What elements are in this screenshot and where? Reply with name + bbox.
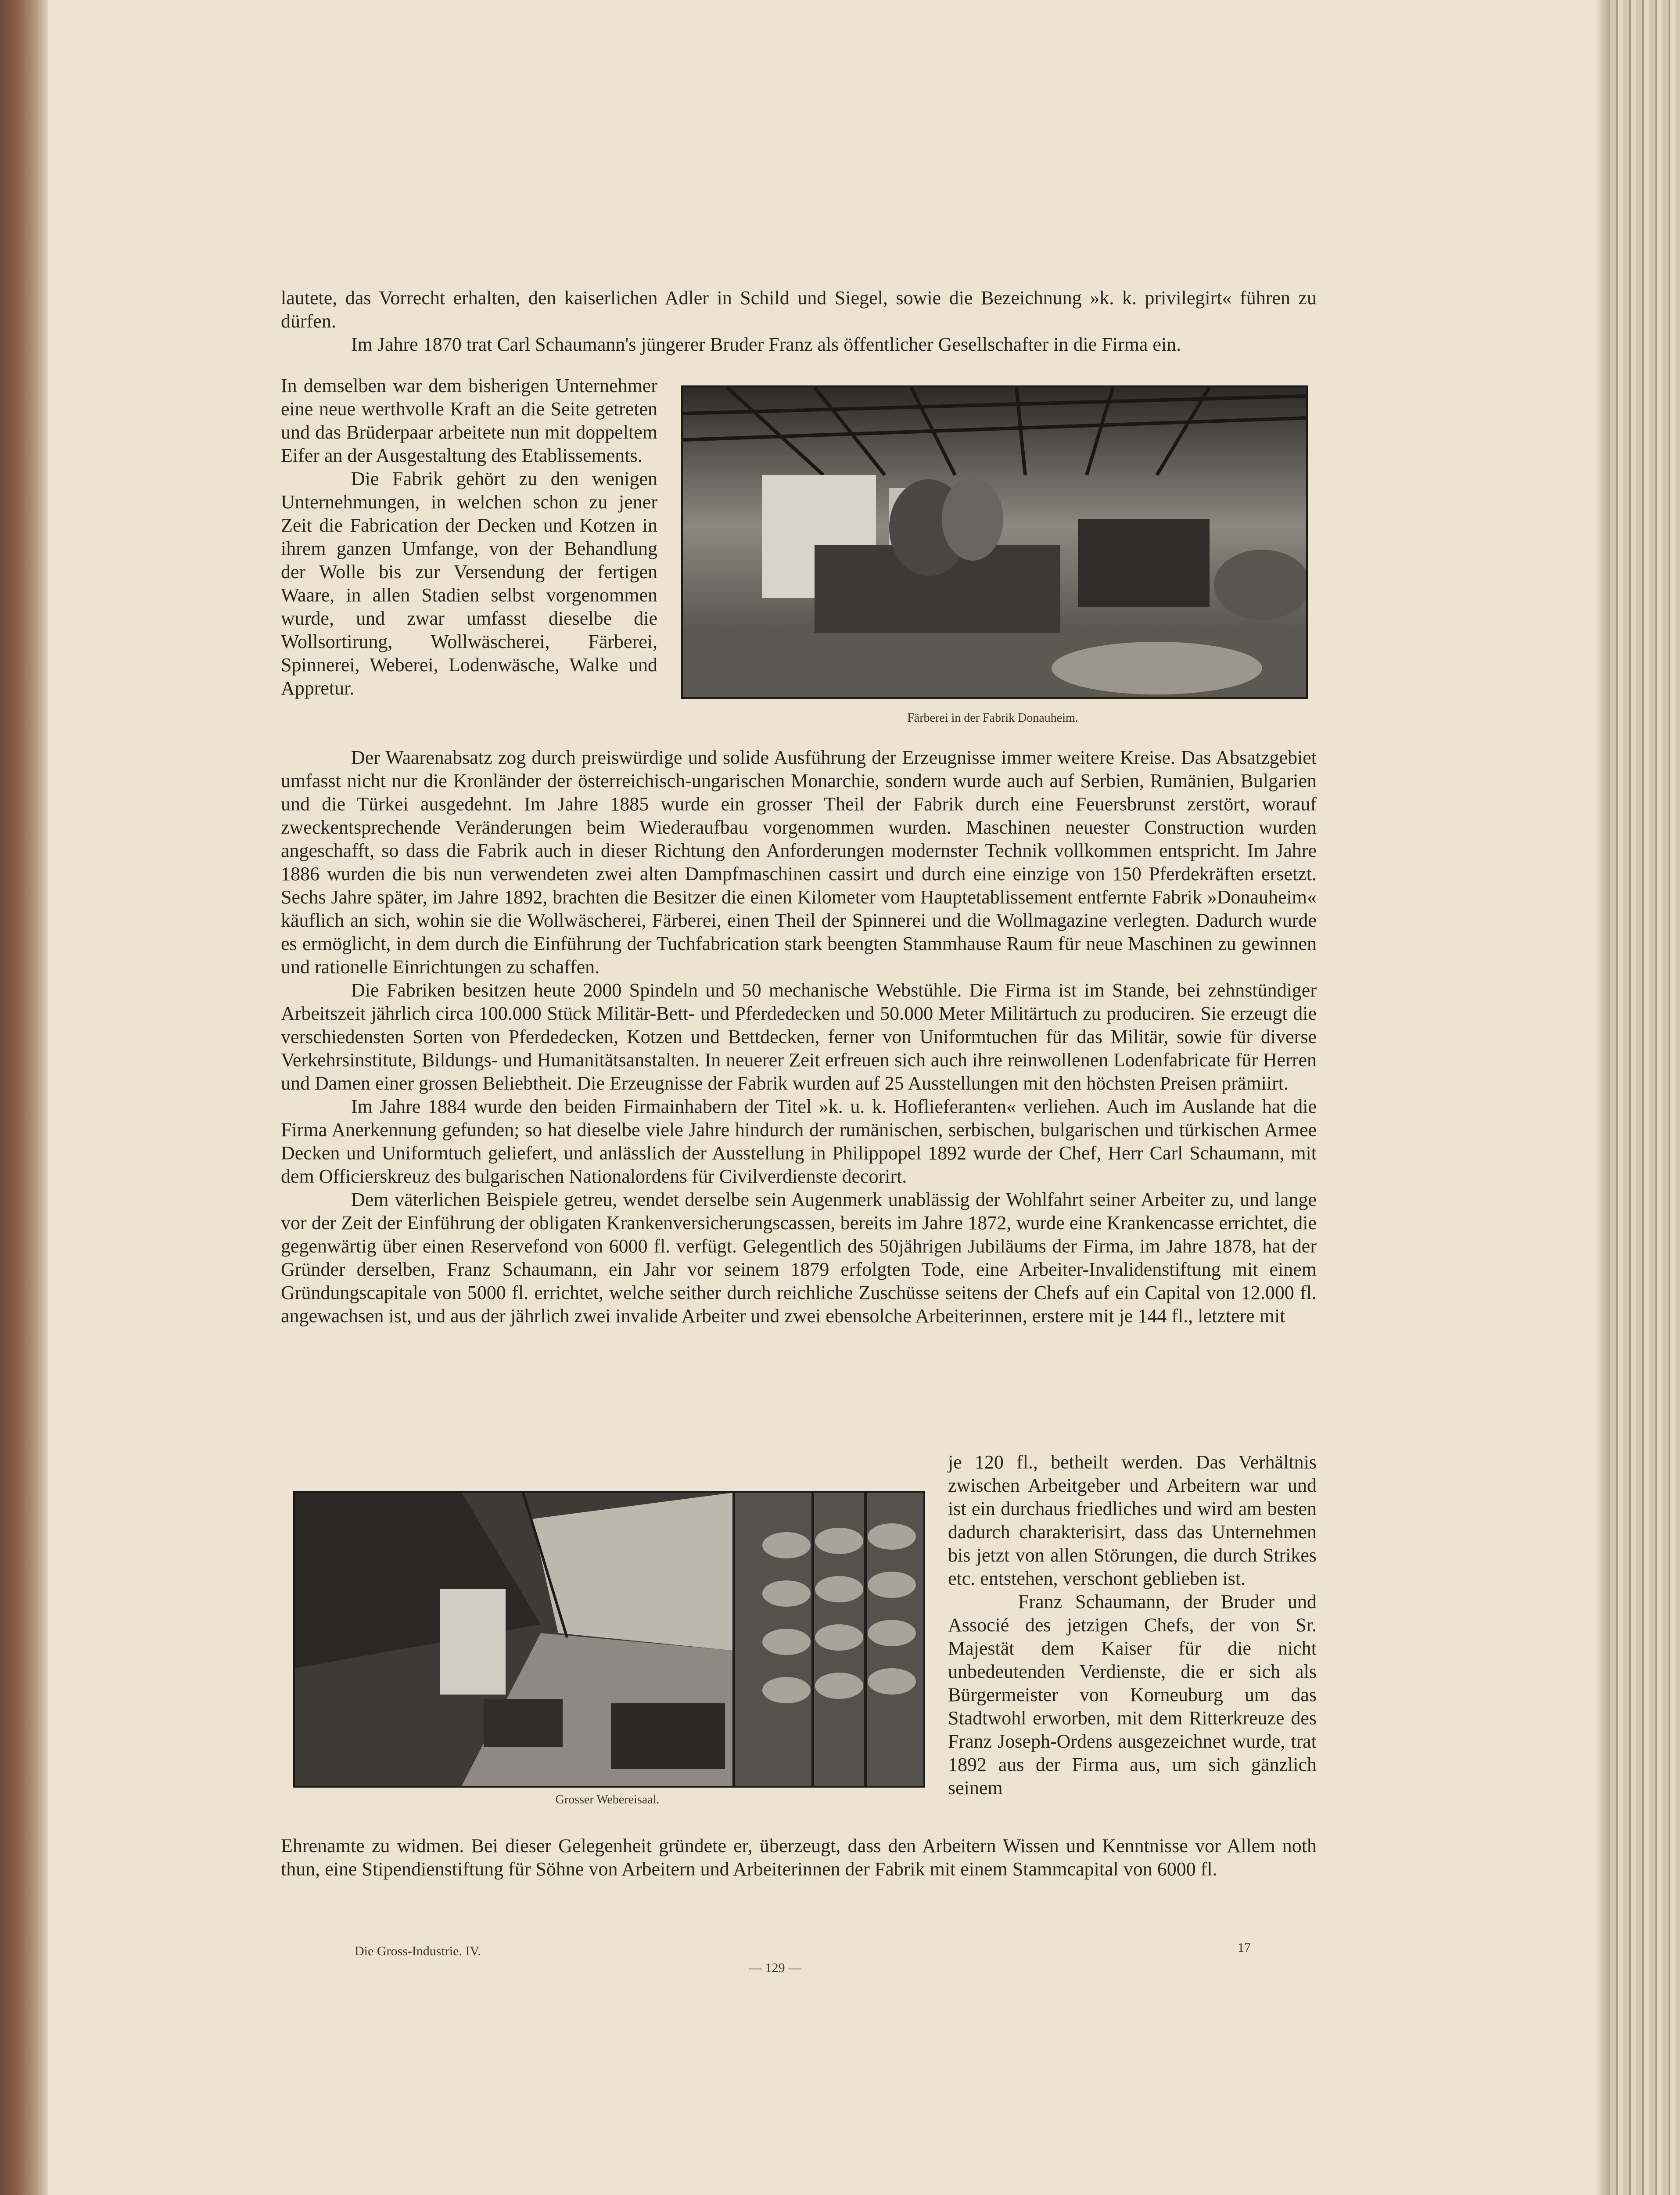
footer-page-number: — 129 — [749,1961,801,1975]
paragraph-8-continued: Ehrenamte zu widmen. Bei dieser Gelegenheit gründete er, überzeugt, dass den Arbeitern Wissen und Kenntnisse vor Allem noth thun, eine Stipendienstiftung für Söhne von Arbeitern und Arbeiterinnen der Fabrik mit einem Stammcapital von 6000 fl. [281,1835,1317,1880]
paragraph-5: Die Fabriken besitzen heute 2000 Spindeln und 50 mechanische Webstühle. Die Firma ist im Stande, bei zehnstündiger Arbeitszeit jährlich circa 100.000 Stück Militär-Bett- und Pferdedecken und 50.000 Meter Militärtuch zu produciren. Sie erzeugt die verschiedensten Sorten von Pferdedecken, Kotzen und Bettdecken, ferner von Uniformtuchen für das Militär, sowie für diverse Verkehrsinstitute, Bildungs- und Humanitätsanstalten. In neuerer Zeit erfreuen sich auch ihre reinwollenen Lodenfabricate für Herren und Damen einer grossen Beliebtheit. Die Erzeugnisse der Fabrik wurden auf 25 Ausstellungen mit den höchsten Preisen prämiirt. [281,979,1317,1094]
book-binding [0,0,48,2195]
paragraph-2: Im Jahre 1870 trat Carl Schaumann's jüngerer Bruder Franz als öffentlicher Gesellschafter in die Firma ein. [351,334,1181,355]
text-block-top [281,286,1317,356]
page-edge-shadow [1597,0,1610,2195]
text-column-right [948,1450,1317,1799]
text-block-middle [281,746,1317,1328]
figure-1-caption: Färberei in der Fabrik Donauheim. [907,711,1078,725]
figure-dyeworks-photo [681,385,1308,699]
paragraph-3: Die Fabrik gehört zu den wenigen Unternehmungen, in welchen schon zu jener Zeit die Fabrication der Decken und Kotzen in ihrem ganzen Umfange, von der Behandlung der Wolle bis zur Versendung der fertigen Waare, in allen Stadien selbst vorgenommen wurde, und zwar umfasst dieselbe die Wollsortirung, Wollwäscherei, Färberei, Spinnerei, Weberei, Lodenwäsche, Walke und Appretur. [281,468,657,699]
paragraph-8: Franz Schaumann, der Bruder und Associé des jetzigen Chefs, der von Sr. Majestät dem Kaiser für die nicht unbedeutenden Verdienste, die er sich als Bürgermeister von Korneuburg um das Stadtwohl erworben, mit dem Ritterkreuze des Franz Joseph-Ordens ausgezeichnet wurde, trat 1892 aus der Firma aus, um sich gänzlich seinem [948,1591,1317,1799]
text-column-left [281,374,657,700]
paragraph-1: lautete, das Vorrecht erhalten, den kaiserlichen Adler in Schild und Siegel, sowie die Bezeichnung »k. k. privilegirt« führen zu dürfen. [281,287,1317,332]
figure-weaving-hall-photo [293,1491,925,1788]
paragraph-6: Im Jahre 1884 wurde den beiden Firmainhabern der Titel »k. u. k. Hoflieferanten« verliehen. Auch im Auslande hat die Firma Anerkennung gefunden; so hat dieselbe viele Jahre hindurch der rumänischen, serbischen, bulgarischen und türkischen Armee Decken und Uniformtuch geliefert, und anlässlich der Ausstellung in Philippopel 1892 wurde der Chef, Herr Carl Schaumann, mit dem Officierskreuz des bulgarischen Nationalordens für Civilverdienste decorirt. [281,1096,1317,1187]
paragraph-4: Der Waarenabsatz zog durch preiswürdige und solide Ausführung der Erzeugnisse immer weitere Kreise. Das Absatzgebiet umfasst nicht nur die Kronländer der österreichisch-ungarischen Monarchie, sondern wurde auch auf Serbien, Rumänien, Bulgarien und die Türkei ausgedehnt. Im Jahre 1885 wurde ein grosser Theil der Fabrik durch eine Feuersbrunst zerstört, worauf zweckentsprechende Veränderungen beim Wiederaufbau vorgenommen wurden. Maschinen neuester Construction wurden angeschafft, so dass die Fabrik auch in dieser Richtung den Anforderungen modernster Technik vollkommen entspricht. Im Jahre 1886 wurden die bis nun verwendeten zwei alten Dampfmaschinen cassirt und durch eine einzige von 150 Pferdekräften ersetzt. Sechs Jahre später, im Jahre 1892, brachten die Besitzer die einen Kilometer vom Hauptetablissement entfernte Fabrik »Donauheim« käuflich an sich, wohin sie die Wollwäscherei, Färberei, einen Theil der Spinnerei und die Wollmagazine verlegten. Dadurch wurde es ermöglicht, in dem durch die Einführung der Tuchfabrication stark beengten Stammhause Raum für neue Maschinen zu gewinnen und rationelle Einrichtungen zu schaffen. [281,747,1317,978]
figure-2-caption: Grosser Webereisaal. [555,1793,660,1806]
dyeworks-photo-illustration [683,387,1306,697]
footer-signature-mark: 17 [1238,1940,1251,1955]
page-stack-edge [1610,0,1680,2195]
paragraph-7-continued: je 120 fl., betheilt werden. Das Verhältnis zwischen Arbeitgeber und Arbeitern war und ist ein durchaus friedliches und wird am besten dadurch charakterisirt, dass das Unternehmen bis jetzt von allen Störungen, die durch Strikes etc. entstehen, verschont geblieben ist. [948,1451,1317,1589]
paragraph-7: Dem väterlichen Beispiele getreu, wendet derselbe sein Augenmerk unablässig der Wohlfahrt seiner Arbeiter zu, und lange vor der Zeit der Einführung der obligaten Krankenversicherungscassen, bereits im Jahre 1872, wurde eine Krankencasse errichtet, die gegenwärtig über einen Reservefond von 6000 fl. verfügt. Gelegentlich des 50jährigen Jubiläums der Firma, im Jahre 1878, hat der Gründer derselben, Franz Schaumann, ein Jahr vor seinem 1879 erfolgten Tode, eine Arbeiter-Invalidenstiftung mit einem Gründungscapitale von 5000 fl. errichtet, welche seither durch reichliche Zuschüsse seitens der Chefs auf ein Capital von 12.000 fl. angewachsen ist, und aus der jährlich zwei invalide Arbeiter und zwei ebensolche Arbeiterinnen, erstere mit je 144 fl., letztere mit [281,1189,1317,1327]
text-block-bottom [281,1834,1317,1881]
footer-series-title: Die Gross-Industrie. IV. [355,1944,481,1958]
paragraph-2-continued: In demselben war dem bisherigen Unternehmer eine neue werthvolle Kraft an die Seite getreten und das Brüderpaar arbeitete nun mit doppeltem Eifer an der Ausgestaltung des Etablissements. [281,375,657,466]
weaving-hall-photo-illustration [295,1493,923,1786]
